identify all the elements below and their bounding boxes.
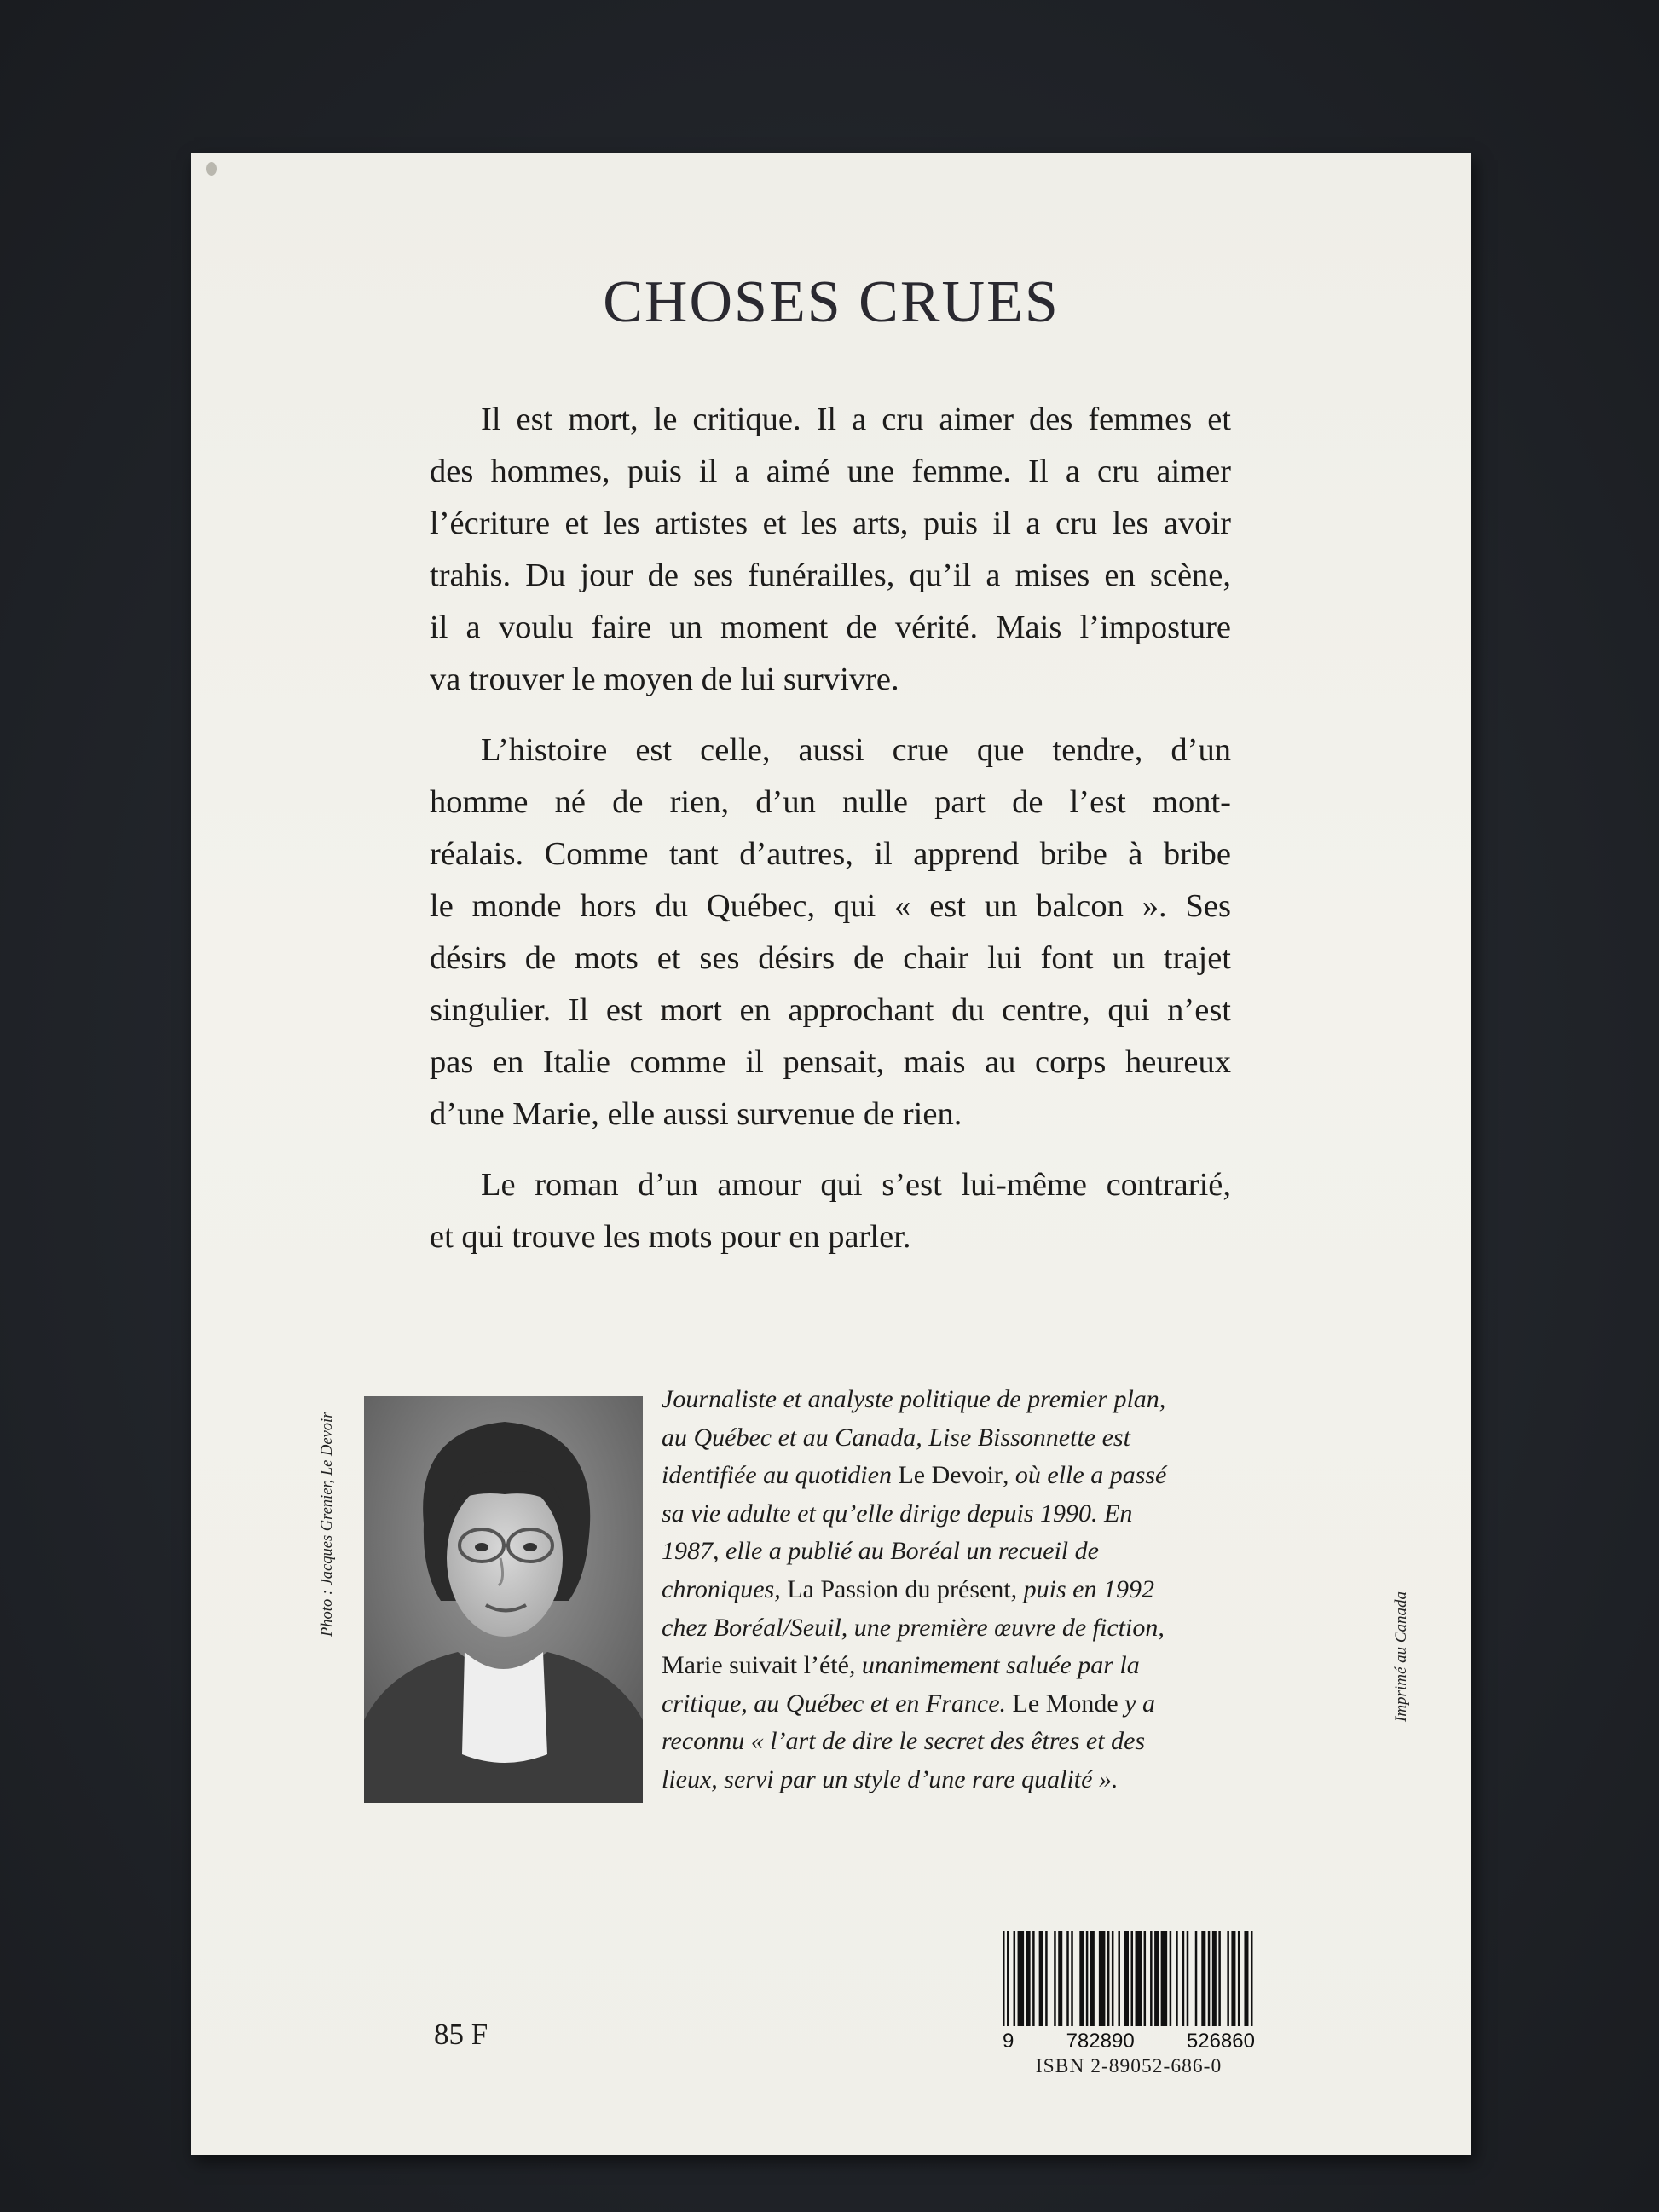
barcode-bar [1227,1931,1229,2026]
barcode-bar [1066,1931,1069,2026]
text-line: trahis. Du jour de ses funérailles, qu’il a mises en scène, [430,557,1231,593]
barcode-bar [1136,1931,1142,2026]
text-line: des hommes, puis il a aimé une femme. Il a cru aimer [430,453,1231,489]
synopsis-paragraph-3 [430,1159,1231,1263]
bio-line [662,1571,1258,1609]
barcode-bar [1112,1931,1114,2026]
barcode-bar [1251,1931,1253,2026]
printed-in-text: Imprimé au Canada [1392,1591,1410,1722]
barcode-bar [1014,1931,1016,2026]
text-line: désirs de mots et ses désirs de chair lui font un trajet [430,940,1231,976]
barcode-digits [1003,2030,1255,2053]
text-line: réalais. Comme tant d’autres, il apprend bribe à bribe [430,836,1231,872]
price: 85 F [434,2018,488,2051]
bio-text: chroniques, [662,1574,788,1603]
barcode-bar [1201,1931,1205,2026]
barcode-bar [1003,1931,1005,2026]
barcode-bar [1099,1931,1106,2026]
barcode-bar [1118,1931,1120,2026]
bio-text: sa vie adulte et qu’elle dirige depuis 1990. En [662,1499,1133,1528]
barcode-bar [1054,1931,1056,2026]
bio-line [662,1609,1258,1648]
barcode-bar [1208,1931,1211,2026]
bio-line [662,1419,1258,1458]
bio-line [662,1723,1258,1761]
text-line: le monde hors du Québec, qui « est un balcon ». Ses [430,888,1231,924]
barcode-bar [1026,1931,1031,2026]
barcode-bar [1032,1931,1035,2026]
book-back-cover [191,153,1471,2155]
text-line: il a voulu faire un moment de vérité. Mais l’imposture [430,609,1231,645]
bio-line [662,1685,1258,1724]
bio-text: au Québec et au Canada, Lise Bissonnette est [662,1423,1130,1452]
synopsis-paragraph-1 [430,394,1231,706]
bio-text: chez Boréal/Seuil, une première œuvre de fiction, [662,1613,1165,1642]
synopsis-paragraph-2 [430,725,1231,1141]
bio-line [662,1457,1258,1495]
bio-text: y a [1118,1689,1155,1718]
barcode-image [1003,1931,1255,2026]
bio-newspaper-title: Le Devoir [898,1461,1003,1490]
barcode-digit-group: 9 [1003,2030,1014,2053]
text-line: l’écriture et les artistes et les arts, puis il a cru les avoir [430,505,1231,541]
barcode-bar [1182,1931,1185,2026]
isbn-number: ISBN 2-89052-686-0 [1035,2055,1223,2077]
bio-text: reconnu « l’art de dire le secret des êtres et des [662,1727,1146,1756]
text-line: d’une Marie, elle aussi survenue de rien. [430,1096,962,1132]
barcode-digit-group: 782890 [1066,2030,1135,2053]
text-line: pas en Italie comme il pensait, mais au corps heureux [430,1044,1231,1080]
text-line: L’histoire est celle, aussi crue que tendre, d’un [481,732,1231,768]
barcode-bar [1176,1931,1178,2026]
barcode-bar [1218,1931,1221,2026]
barcode-bar [1212,1931,1217,2026]
barcode-bar [1086,1931,1089,2026]
barcode-bar [1154,1931,1159,2026]
bio-text: , unanimement saluée par la [848,1651,1140,1680]
barcode-bar [1131,1931,1134,2026]
author-photo [364,1396,643,1803]
author-bio [662,1381,1258,1799]
text-line: homme né de rien, d’un nulle part de l’est mont- [430,784,1231,820]
bio-newspaper-title: Le Monde [1012,1689,1119,1718]
barcode-bar [1195,1931,1198,2026]
barcode-bar [1058,1931,1062,2026]
bio-text: , où elle a passé [1002,1461,1167,1490]
barcode-bar [1018,1931,1025,2026]
barcode-bar [1124,1931,1129,2026]
barcode-bar [1045,1931,1048,2026]
bio-book-title: La Passion du présent [787,1574,1011,1603]
photo-credit-text: Photo : Jacques Grenier, Le Devoir [319,1412,336,1637]
bio-book-title: Marie suivait l’été [662,1651,849,1680]
barcode-bar [1238,1931,1240,2026]
barcode-bar [1161,1931,1168,2026]
book-title: CHOSES CRUES [603,269,1060,335]
bio-text: , puis en 1992 [1010,1574,1154,1603]
barcode-bar [1071,1931,1073,2026]
barcode-bar [1244,1931,1248,2026]
barcode-digit-group: 526860 [1186,2030,1255,2053]
author-portrait-image [364,1396,643,1803]
text-line: va trouver le moyen de lui survivre. [430,661,899,697]
bio-text: identifiée au quotidien [662,1461,899,1490]
bio-text: Journaliste et analyste politique de premier plan, [662,1385,1166,1413]
cover-corner-mark [206,162,217,176]
barcode-bar [1150,1931,1153,2026]
text-line: singulier. Il est mort en approchant du centre, qui n’est [430,992,1231,1028]
barcode-block [1003,1931,1255,2078]
bio-text: lieux, servi par un style d’une rare qualité ». [662,1764,1119,1793]
barcode-bar [1144,1931,1147,2026]
barcode-bar [1187,1931,1189,2026]
bio-line [662,1381,1258,1419]
barcode-bar [1079,1931,1084,2026]
bio-line [662,1761,1258,1799]
text-line: Il est mort, le critique. Il a cru aimer des femmes et [481,401,1231,437]
bio-line [662,1647,1258,1685]
barcode-bar [1231,1931,1235,2026]
bio-text: 1987, elle a publié au Boréal un recueil de [662,1537,1099,1566]
barcode-bar [1007,1931,1009,2026]
bio-line [662,1495,1258,1533]
barcode-bar [1039,1931,1043,2026]
text-line: et qui trouve les mots pour en parler. [430,1219,911,1255]
barcode-bar [1090,1931,1095,2026]
text-line: Le roman d’un amour qui s’est lui-même contrarié, [481,1167,1231,1203]
bio-text: critique, au Québec et en France. [662,1689,1013,1718]
barcode-bar [1107,1931,1110,2026]
barcode-bar [1170,1931,1172,2026]
bio-line [662,1533,1258,1571]
